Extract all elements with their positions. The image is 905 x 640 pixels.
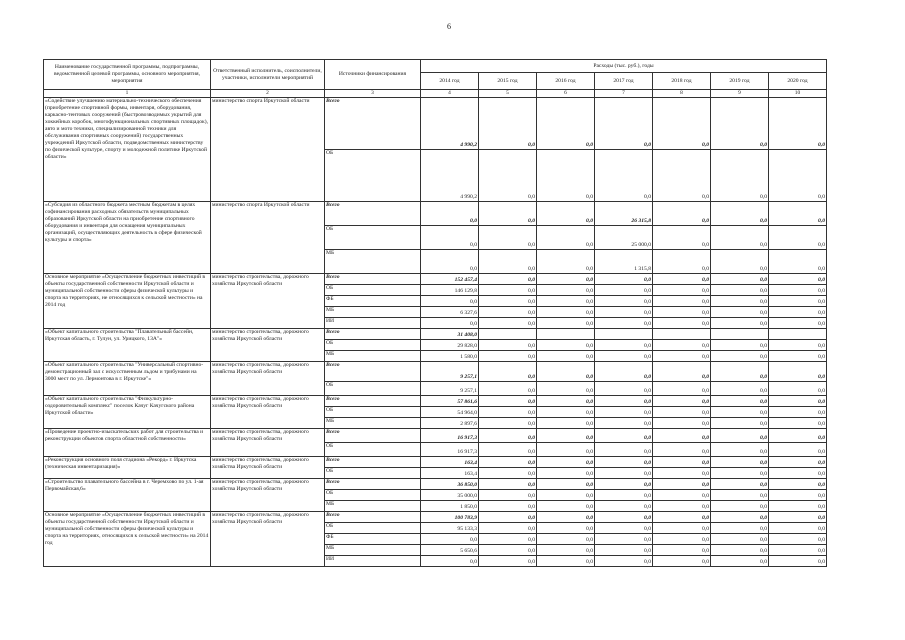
column-index: 9: [711, 90, 769, 98]
funding-source: ОБ: [325, 382, 421, 396]
amount-cell: 0,0: [711, 443, 769, 457]
amount-cell: 0,0: [653, 523, 711, 534]
amount-cell: 0,0: [653, 318, 711, 329]
amount-cell: 0,0: [537, 479, 595, 490]
amount-cell: 0,0: [711, 501, 769, 512]
amount-cell: 16 917,3: [421, 429, 479, 443]
amount-cell: 0,0: [537, 340, 595, 351]
amount-cell: 0,0: [653, 443, 711, 457]
funding-source: МБ: [325, 501, 421, 512]
funding-source: ОБ: [325, 468, 421, 479]
amount-cell: 0,0: [769, 318, 827, 329]
amount-cell: 0,0: [479, 443, 537, 457]
amount-cell: 0,0: [479, 523, 537, 534]
amount-cell: 0,0: [653, 296, 711, 307]
amount-cell: 0,0: [479, 340, 537, 351]
amount-cell: 0,0: [595, 523, 653, 534]
amount-cell: 0,0: [537, 523, 595, 534]
amount-cell: 0,0: [537, 534, 595, 545]
amount-cell: 0,0: [537, 457, 595, 468]
amount-cell: 16 917,3: [421, 443, 479, 457]
funding-source: Всего: [325, 202, 421, 226]
amount-cell: 0,0: [769, 382, 827, 396]
amount-cell: 0,0: [595, 490, 653, 501]
column-index: 3: [325, 90, 421, 98]
header-year: 2015 год: [479, 73, 537, 90]
amount-cell: 0,0: [595, 296, 653, 307]
amount-cell: 0,0: [479, 407, 537, 418]
amount-cell: 0,0: [769, 512, 827, 523]
expenses-table: [43, 59, 827, 567]
amount-cell: 0,0: [769, 150, 827, 202]
amount-cell: 0,0: [711, 523, 769, 534]
column-index: 10: [769, 90, 827, 98]
amount-cell: 0,0: [769, 285, 827, 296]
amount-cell: 0,0: [595, 382, 653, 396]
header-expenses: Расходы (тыс. руб.), годы: [421, 60, 827, 73]
amount-cell: 0,0: [711, 296, 769, 307]
amount-cell: 0,0: [711, 150, 769, 202]
measure-name: «Реконструкция основного поля стадиона «Рекорд» г. Иркутска (техническая инвентаризация)»: [44, 457, 211, 479]
amount-cell: 0,0: [421, 318, 479, 329]
amount-cell: 0,0: [595, 407, 653, 418]
measure-name: «Объект капитального строительства "Физкультурно-оздоровительный комплекс" поселок Качуг Качугского района Иркутской области»: [44, 396, 211, 429]
amount-cell: 0,0: [711, 418, 769, 429]
amount-cell: 0,0: [479, 250, 537, 274]
amount-cell: 0,0: [595, 468, 653, 479]
amount-cell: 0,0: [711, 490, 769, 501]
amount-cell: 0,0: [537, 307, 595, 318]
amount-cell: 0,0: [479, 285, 537, 296]
amount-cell: 0,0: [537, 443, 595, 457]
amount-cell: 0,0: [537, 418, 595, 429]
column-index: 6: [537, 90, 595, 98]
amount-cell: 0,0: [479, 418, 537, 429]
funding-source: ИИ: [325, 318, 421, 329]
amount-cell: 0,0: [711, 407, 769, 418]
amount-cell: 0,0: [653, 150, 711, 202]
funding-source: МБ: [325, 545, 421, 556]
header-year: 2014 год: [421, 73, 479, 90]
amount-cell: 0,0: [537, 318, 595, 329]
funding-source: Всего: [325, 274, 421, 285]
amount-cell: 35 000,0: [421, 490, 479, 501]
amount-cell: 0,0: [537, 150, 595, 202]
amount-cell: 0,0: [537, 226, 595, 250]
funding-source: ОБ: [325, 150, 421, 202]
column-index-row: [44, 90, 827, 98]
amount-cell: 0,0: [769, 534, 827, 545]
amount-cell: 0,0: [711, 285, 769, 296]
amount-cell: [711, 329, 769, 340]
amount-cell: 0,0: [769, 396, 827, 407]
funding-source: ОБ: [325, 490, 421, 501]
funding-source: Всего: [325, 512, 421, 523]
header-year: 2020 год: [769, 73, 827, 90]
amount-cell: 0,0: [595, 285, 653, 296]
amount-cell: 163,4: [421, 457, 479, 468]
amount-cell: 0,0: [421, 556, 479, 567]
amount-cell: 0,0: [711, 274, 769, 285]
column-index: 2: [211, 90, 325, 98]
amount-cell: 31 408,0: [421, 329, 479, 340]
measure-executor: министерство спорта Иркутской области: [211, 98, 325, 202]
amount-cell: 0,0: [595, 418, 653, 429]
measure-executor: министерство строительства, дорожного хозяйства Иркутской области: [211, 329, 325, 362]
funding-source: ФБ: [325, 534, 421, 545]
funding-source: Всего: [325, 429, 421, 443]
table-header: [44, 60, 827, 98]
measure-executor: министерство строительства, дорожного хозяйства Иркутской области: [211, 479, 325, 512]
amount-cell: 0,0: [711, 250, 769, 274]
amount-cell: 0,0: [653, 556, 711, 567]
header-year: 2019 год: [711, 73, 769, 90]
amount-cell: 0,0: [653, 382, 711, 396]
amount-cell: 0,0: [421, 250, 479, 274]
amount-cell: 0,0: [595, 457, 653, 468]
column-index: 7: [595, 90, 653, 98]
amount-cell: 0,0: [769, 362, 827, 382]
amount-cell: 0,0: [711, 226, 769, 250]
funding-source: ИИ: [325, 556, 421, 567]
amount-cell: 0,0: [479, 382, 537, 396]
amount-cell: 0,0: [421, 296, 479, 307]
amount-cell: 0,0: [653, 250, 711, 274]
amount-cell: 0,0: [769, 98, 827, 150]
amount-cell: 0,0: [537, 382, 595, 396]
table-row: [44, 274, 827, 285]
amount-cell: 0,0: [595, 274, 653, 285]
amount-cell: 0,0: [537, 501, 595, 512]
amount-cell: 0,0: [479, 274, 537, 285]
amount-cell: 0,0: [479, 150, 537, 202]
amount-cell: 0,0: [653, 274, 711, 285]
funding-source: ОБ: [325, 523, 421, 534]
amount-cell: 0,0: [595, 351, 653, 362]
amount-cell: 0,0: [711, 362, 769, 382]
table-row: [44, 202, 827, 226]
amount-cell: 0,0: [479, 534, 537, 545]
amount-cell: 0,0: [653, 545, 711, 556]
column-index: 4: [421, 90, 479, 98]
table-row: [44, 396, 827, 407]
amount-cell: 54 964,0: [421, 407, 479, 418]
measure-executor: министерство строительства, дорожного хозяйства Иркутской области: [211, 274, 325, 329]
measure-name: «Субсидия из областного бюджета местным бюджетам в целях софинансирования расходных обязательств муниципальных образований Иркутской области на приобретение спортивного оборудования и инвентаря для оснащения муниципальных организаций, осуществляющих деятельность в сфере физической культуры и спорта»: [44, 202, 211, 274]
amount-cell: 0,0: [711, 468, 769, 479]
measure-name: «Проведение проектно-изыскательских работ для строительства и реконструкции объектов спорта областной собственности»: [44, 429, 211, 457]
column-index: 5: [479, 90, 537, 98]
amount-cell: 0,0: [537, 98, 595, 150]
amount-cell: 0,0: [653, 351, 711, 362]
amount-cell: 0,0: [711, 479, 769, 490]
amount-cell: 0,0: [595, 307, 653, 318]
amount-cell: 0,0: [769, 523, 827, 534]
amount-cell: 2 897,6: [421, 418, 479, 429]
amount-cell: 9 257,1: [421, 382, 479, 396]
amount-cell: 0,0: [711, 98, 769, 150]
amount-cell: 0,0: [595, 443, 653, 457]
funding-source: ОБ: [325, 285, 421, 296]
amount-cell: 0,0: [769, 418, 827, 429]
amount-cell: 0,0: [711, 396, 769, 407]
amount-cell: 0,0: [537, 274, 595, 285]
measure-name: «Объект капитального строительства "Универсальный спортивно-демонстрационный зал с искусственным льдом и трибунами на 3000 мест по ул. Лермонтова в г. Иркутске"»: [44, 362, 211, 396]
amount-cell: 0,0: [769, 429, 827, 443]
measure-executor: министерство спорта Иркутской области: [211, 202, 325, 274]
amount-cell: 0,0: [769, 556, 827, 567]
amount-cell: 0,0: [595, 534, 653, 545]
measure-executor: министерство строительства, дорожного хозяйства Иркутской области: [211, 396, 325, 429]
amount-cell: 0,0: [769, 340, 827, 351]
table-row: [44, 512, 827, 523]
amount-cell: 0,0: [421, 202, 479, 226]
amount-cell: 0,0: [653, 534, 711, 545]
amount-cell: 0,0: [479, 468, 537, 479]
amount-cell: 1 315,8: [595, 250, 653, 274]
amount-cell: 26 315,8: [595, 202, 653, 226]
amount-cell: 0,0: [653, 226, 711, 250]
measure-name: «Содействие улучшению материально-технического обеспечения (приобретение спортивной формы, инвентаря, оборудования, каркасно-тентовых сооружений (быстровозводимых укрытий для хоккейных коробок, многофункциональных спортивных площадок), авто и мото техники, специализированной техники для обслуживания спортивных сооружений) государственных учреждений Иркутской области, подведомственных министерству по физической культуре, спорту и молодежной политике Иркутской области»: [44, 98, 211, 202]
funding-source: ОБ: [325, 443, 421, 457]
amount-cell: 0,0: [537, 512, 595, 523]
amount-cell: 0,0: [769, 274, 827, 285]
measure-executor: министерство строительства, дорожного хозяйства Иркутской области: [211, 362, 325, 396]
amount-cell: 0,0: [769, 307, 827, 318]
amount-cell: 0,0: [769, 226, 827, 250]
amount-cell: 0,0: [769, 351, 827, 362]
amount-cell: 0,0: [653, 407, 711, 418]
amount-cell: 0,0: [653, 418, 711, 429]
amount-cell: 4 990,2: [421, 98, 479, 150]
amount-cell: 0,0: [595, 501, 653, 512]
amount-cell: 0,0: [421, 226, 479, 250]
header-year: 2017 год: [595, 73, 653, 90]
amount-cell: 0,0: [537, 429, 595, 443]
funding-source: Всего: [325, 457, 421, 468]
amount-cell: 0,0: [595, 362, 653, 382]
amount-cell: 0,0: [479, 545, 537, 556]
amount-cell: 0,0: [711, 340, 769, 351]
amount-cell: 25 000,0: [595, 226, 653, 250]
amount-cell: 0,0: [537, 556, 595, 567]
amount-cell: 0,0: [653, 362, 711, 382]
header-year: 2016 год: [537, 73, 595, 90]
amount-cell: 0,0: [479, 226, 537, 250]
amount-cell: 0,0: [537, 468, 595, 479]
amount-cell: 0,0: [711, 382, 769, 396]
funding-source: ФБ: [325, 296, 421, 307]
amount-cell: [653, 329, 711, 340]
amount-cell: 0,0: [653, 340, 711, 351]
table-row: [44, 362, 827, 382]
amount-cell: 0,0: [537, 285, 595, 296]
amount-cell: 0,0: [595, 150, 653, 202]
amount-cell: 0,0: [537, 362, 595, 382]
header-program-name: Наименование государственной программы, подпрограммы, ведомственной целевой программы, основного мероприятия, мероприятия: [44, 60, 211, 90]
amount-cell: 36 850,0: [421, 479, 479, 490]
measure-name: Основное мероприятие «Осуществление бюджетных инвестиций в объекты государственной собственности Иркутской области и муниципальной собственности сферы физической культуры и спорта на территориях, относящихся к сельской местности» на 2014 год: [44, 512, 211, 567]
funding-source: Всего: [325, 479, 421, 490]
amount-cell: 0,0: [711, 202, 769, 226]
amount-cell: 0,0: [711, 318, 769, 329]
measure-name: «Объект капитального строительства "Плавательный бассейн, Иркутская область, г. Тулун, ул. Урицкого, 13А"»: [44, 329, 211, 362]
amount-cell: 1 850,0: [421, 501, 479, 512]
table-row: [44, 457, 827, 468]
amount-cell: 0,0: [711, 534, 769, 545]
amount-cell: 0,0: [479, 556, 537, 567]
amount-cell: 163,4: [421, 468, 479, 479]
amount-cell: 0,0: [537, 202, 595, 226]
amount-cell: [769, 329, 827, 340]
amount-cell: 0,0: [595, 318, 653, 329]
amount-cell: 0,0: [537, 545, 595, 556]
amount-cell: 0,0: [769, 443, 827, 457]
amount-cell: 0,0: [479, 98, 537, 150]
measure-executor: министерство строительства, дорожного хозяйства Иркутской области: [211, 457, 325, 479]
amount-cell: 0,0: [595, 98, 653, 150]
funding-source: Всего: [325, 396, 421, 407]
amount-cell: 100 783,9: [421, 512, 479, 523]
table-body: [44, 98, 827, 567]
amount-cell: 0,0: [537, 250, 595, 274]
header-executor: Ответственный исполнитель, соисполнители, участники, исполнители мероприятий: [211, 60, 325, 90]
table-row: [44, 479, 827, 490]
amount-cell: 0,0: [769, 407, 827, 418]
amount-cell: 0,0: [479, 396, 537, 407]
funding-source: МБ: [325, 307, 421, 318]
header-funding-source: Источники финансирования: [325, 60, 421, 90]
amount-cell: 0,0: [479, 501, 537, 512]
amount-cell: 0,0: [769, 479, 827, 490]
funding-source: Всего: [325, 329, 421, 340]
amount-cell: 0,0: [653, 457, 711, 468]
amount-cell: 0,0: [769, 545, 827, 556]
amount-cell: 0,0: [653, 202, 711, 226]
amount-cell: 0,0: [653, 396, 711, 407]
amount-cell: 0,0: [537, 490, 595, 501]
amount-cell: 0,0: [595, 479, 653, 490]
amount-cell: 0,0: [653, 479, 711, 490]
funding-source: МБ: [325, 351, 421, 362]
amount-cell: 0,0: [479, 362, 537, 382]
amount-cell: 0,0: [769, 250, 827, 274]
amount-cell: 0,0: [479, 318, 537, 329]
funding-source: Всего: [325, 362, 421, 382]
amount-cell: 152 457,4: [421, 274, 479, 285]
amount-cell: 0,0: [653, 307, 711, 318]
amount-cell: 0,0: [711, 429, 769, 443]
amount-cell: 0,0: [711, 512, 769, 523]
table-row: [44, 98, 827, 150]
amount-cell: 0,0: [653, 490, 711, 501]
amount-cell: 0,0: [711, 556, 769, 567]
measure-executor: министерство строительства, дорожного хозяйства Иркутской области: [211, 512, 325, 567]
funding-source: МБ: [325, 250, 421, 274]
amount-cell: 0,0: [595, 429, 653, 443]
amount-cell: 0,0: [537, 407, 595, 418]
amount-cell: [595, 329, 653, 340]
measure-name: «Строительство плавательного бассейна в г. Черемхово по ул. 1-ая Первомайская,6»: [44, 479, 211, 512]
funding-source: ОБ: [325, 340, 421, 351]
amount-cell: 0,0: [711, 457, 769, 468]
amount-cell: 0,0: [479, 351, 537, 362]
amount-cell: 0,0: [479, 202, 537, 226]
table-row: [44, 429, 827, 443]
amount-cell: 0,0: [537, 396, 595, 407]
amount-cell: 5 650,6: [421, 545, 479, 556]
table-row: [44, 329, 827, 340]
funding-source: ОБ: [325, 407, 421, 418]
amount-cell: 0,0: [595, 340, 653, 351]
measure-executor: министерство строительства, дорожного хозяйства Иркутской области: [211, 429, 325, 457]
measure-name: Основное мероприятие «Осуществление бюджетных инвестиций в объекты государственной собственности Иркутской области и муниципальной собственности сферы физической культуры и спорта на территориях, не относящихся к сельской местности» на 2014 год: [44, 274, 211, 329]
amount-cell: 0,0: [479, 457, 537, 468]
amount-cell: 0,0: [479, 479, 537, 490]
amount-cell: 0,0: [711, 307, 769, 318]
funding-source: ОБ: [325, 226, 421, 250]
amount-cell: 0,0: [479, 429, 537, 443]
amount-cell: 0,0: [769, 468, 827, 479]
amount-cell: 0,0: [711, 351, 769, 362]
amount-cell: 0,0: [595, 512, 653, 523]
amount-cell: 0,0: [769, 501, 827, 512]
amount-cell: 57 861,6: [421, 396, 479, 407]
amount-cell: 0,0: [479, 307, 537, 318]
amount-cell: 1 580,0: [421, 351, 479, 362]
amount-cell: 0,0: [653, 429, 711, 443]
amount-cell: 9 257,1: [421, 362, 479, 382]
amount-cell: 0,0: [421, 534, 479, 545]
amount-cell: 0,0: [769, 457, 827, 468]
amount-cell: [479, 329, 537, 340]
amount-cell: 0,0: [479, 296, 537, 307]
amount-cell: 0,0: [479, 512, 537, 523]
amount-cell: 0,0: [595, 556, 653, 567]
amount-cell: 0,0: [769, 202, 827, 226]
amount-cell: [537, 329, 595, 340]
amount-cell: 0,0: [537, 351, 595, 362]
amount-cell: 0,0: [653, 98, 711, 150]
amount-cell: 0,0: [479, 490, 537, 501]
amount-cell: 4 990,2: [421, 150, 479, 202]
amount-cell: 0,0: [595, 396, 653, 407]
funding-source: МБ: [325, 418, 421, 429]
amount-cell: 95 133,3: [421, 523, 479, 534]
amount-cell: 146 129,8: [421, 285, 479, 296]
amount-cell: 0,0: [769, 490, 827, 501]
amount-cell: 0,0: [595, 545, 653, 556]
column-index: 1: [44, 90, 211, 98]
amount-cell: 0,0: [653, 468, 711, 479]
amount-cell: 29 828,0: [421, 340, 479, 351]
amount-cell: 6 327,6: [421, 307, 479, 318]
page-number: 6: [447, 22, 451, 31]
header-year: 2018 год: [653, 73, 711, 90]
amount-cell: 0,0: [653, 285, 711, 296]
amount-cell: 0,0: [537, 296, 595, 307]
amount-cell: 0,0: [769, 296, 827, 307]
amount-cell: 0,0: [711, 545, 769, 556]
amount-cell: 0,0: [653, 512, 711, 523]
column-index: 8: [653, 90, 711, 98]
amount-cell: 0,0: [653, 501, 711, 512]
funding-source: Всего: [325, 98, 421, 150]
